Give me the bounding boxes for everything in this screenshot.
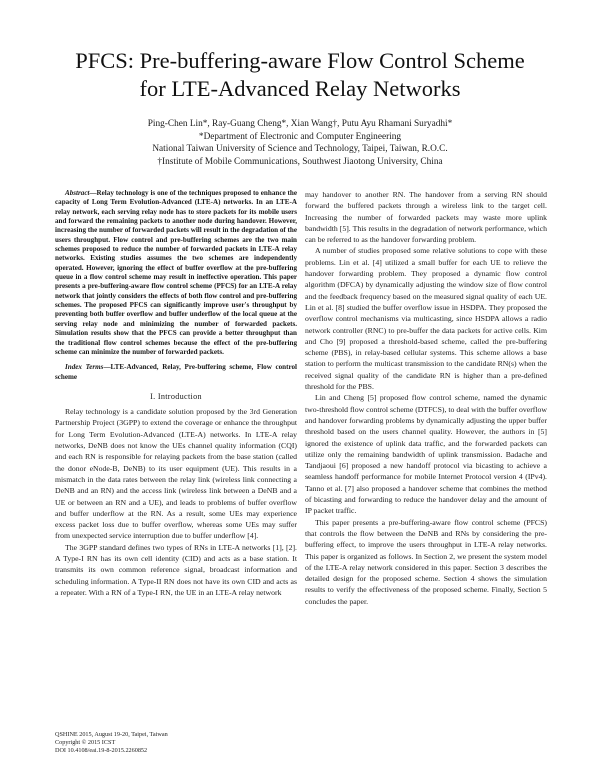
right-paragraph-2: A number of studies proposed some relative solutions to cope with these problems. Lin et al. [4] utilized a small buffer for each UE to relieve the handover forwarding problem. They proposed a dynamic flow control algorithm (DFCA) by dynamically adjusting the window size of flow control and the feedback frequency based on the measured signal quality of each UE. Lin et al. [8] studied the buffer overflow issue in HSDPA. They proposed the overflow control mechanisms via multicasting, since HSDPA allows a radio network controller (RNC) to pre-buffer the data packets for active cells. Kim and Cho [9] proposed a threshold-based scheme, called the pre-buffering scheme (PBS), in relay-based cellular systems. This scheme allows a base station to perform the multicast transmission to the candidate RN(s) when the received signal quality of the candidate RN is higher than a pre-defined threshold for the PBS. — [305, 246, 547, 392]
conference-line: QSHINE 2015, August 19-20, Taipei, Taiwan — [55, 731, 168, 738]
right-column — [305, 189, 547, 607]
affiliation-3: †Institute of Mobile Communications, Southwest Jiaotong University, China — [157, 156, 443, 167]
affiliation-1: *Department of Electronic and Computer Engineering — [198, 131, 402, 142]
author-names: Ping-Chen Lin*, Ray-Guang Cheng*, Xian Wang†, Putu Ayu Rhamani Suryadhi* — [147, 119, 453, 129]
copyright-footer — [55, 731, 168, 756]
abstract-text: —Relay technology is one of the techniques proposed to enhance the capacity of Long Term Evolution-Advanced (LTE-A) networks. In an LTE-A relay network, each serving relay node has to store packets for its mobile users and forward the remaining packets to another node during handover. However, increasing the number of forwarded packets will result in the degradation of the users throughput. Flow control and pre-buffering schemes are the two main schemes proposed to reduce the number of forwarded packets in LTE-A relay networks. Existing studies assumes the two schemes are independently operated. However, ignoring the effect of buffer overflow at the pre-buffering queue in a flow control scheme may result in ineffective operation. This paper presents a pre-buffering-aware flow control scheme (PFCS) for an LTE-A relay network that jointly considers the effects of both flow control and pre-buffering schemes. The proposed PFCS can significantly improve user's throughput by preventing both buffer overflow and buffer underflow of the local queue at the serving relay node and minimizing the number of forwarded packets. Simulation results show that the PFCS can provide a better throughput than the traditional flow control schemes because the effect of the pre-buffering scheme can minimize the number of forwarded packets. — [55, 189, 297, 356]
right-paragraph-4: This paper presents a pre-buffering-aware flow control scheme (PFCS) that controls the flow between the DeNB and RNs by considering the pre-buffering effect, to improve the users throughput in LTE-A relay networks. This paper is organized as follows. In Section 2, we present the system model of the LTE-A relay network considered in this paper. Section 3 describes the detailed design for the proposed scheme. Section 4 shows the simulation results to verify the effectiveness of the proposed scheme. Finally, Section 5 concludes the paper. — [305, 517, 547, 606]
title-line-1: PFCS: Pre-buffering-aware Flow Control Scheme — [75, 48, 525, 73]
intro-paragraph-1: Relay technology is a candidate solution proposed by the 3rd Generation Partnership Project (3GPP) to extend the coverage or enhance the throughput for Long Term Evolution-Advanced (LTE-A) networks. In LTE-A relay networks, DeNB does not know the UEs channel quality information (CQI) and each RN is responsible for relaying packets from the base station (called the donor eNode-B, DeNB) to its user equipment (UE). This results in a mismatch in the data rates between the relay link (wireless link connecting a DeNB and an RN) and the access link (wireless link between a DeNB and a UE or between an RN and a UE), and leads to problems of buffer overflow and buffer underflow at the RN. As a result, some UEs may experience excess packet loss due to buffer overflow, whereas some UEs may suffer from unexpected service interruption due to buffer underflow [4]. — [55, 407, 297, 541]
abstract — [55, 189, 297, 357]
left-column — [55, 189, 297, 598]
paper-title — [0, 47, 600, 103]
index-terms — [55, 363, 297, 382]
right-paragraph-3: Lin and Cheng [5] proposed flow control scheme, named the dynamic two-threshold flow control scheme (DTFCS), to deal with the buffer overflow and handover forwarding problems by dynamically adjusting the upper buffer threshold based on the users channel quality. However, the authors in [5] ignored the existence of uplink data traffic, and the forwarded packets can utilize only the remaining bandwidth of uplink transmission. Badache and Tandjaoui [6] proposed a new handoff protocol via bicasting to achieve a seamless handoff performance for mobile Internet Protocol version 4 (IPv4). Tanno et al. [7] also proposed a handover scheme that combines the method of bicasting and forwarding to reduce the handover delay and the amount of IP packet traffic. — [305, 393, 547, 516]
abstract-label: Abstract — [65, 189, 90, 197]
right-paragraph-1: may handover to another RN. The handover from a serving RN should forward the buffered packets through a wireless link to the target cell. Increasing the number of forwarded packets may waste more uplink bandwidth [5]. This results in the degradation of network performance, which can be referred to as the handover forwarding problem. — [305, 190, 547, 245]
copyright-line: Copyright © 2015 ICST — [55, 739, 116, 747]
index-terms-label: Index Terms — [65, 363, 104, 372]
index-terms-text: —LTE-Advanced, Relay, Pre-buffering scheme, Flow control scheme — [55, 363, 298, 381]
section-heading-introduction: I. Introduction — [150, 391, 202, 401]
doi-line: DOI 10.4108/eai.19-8-2015.2260852 — [55, 747, 148, 755]
affiliation-2: National Taiwan University of Science and Technology, Taipei, Taiwan, R.O.C. — [152, 144, 448, 154]
author-block — [0, 118, 600, 168]
title-line-2: for LTE-Advanced Relay Networks — [139, 76, 461, 101]
intro-paragraph-2: The 3GPP standard defines two types of RNs in LTE-A networks [1], [2]. A Type-I RN has its own cell identity (CID) and acts as a base station. It transmits its own common reference signal, broadcast information and scheduling information. A Type-II RN does not have its own CID and acts as a repeater. With a RN of a Type-I RN, the UE in an LTE-A relay network — [55, 542, 297, 597]
